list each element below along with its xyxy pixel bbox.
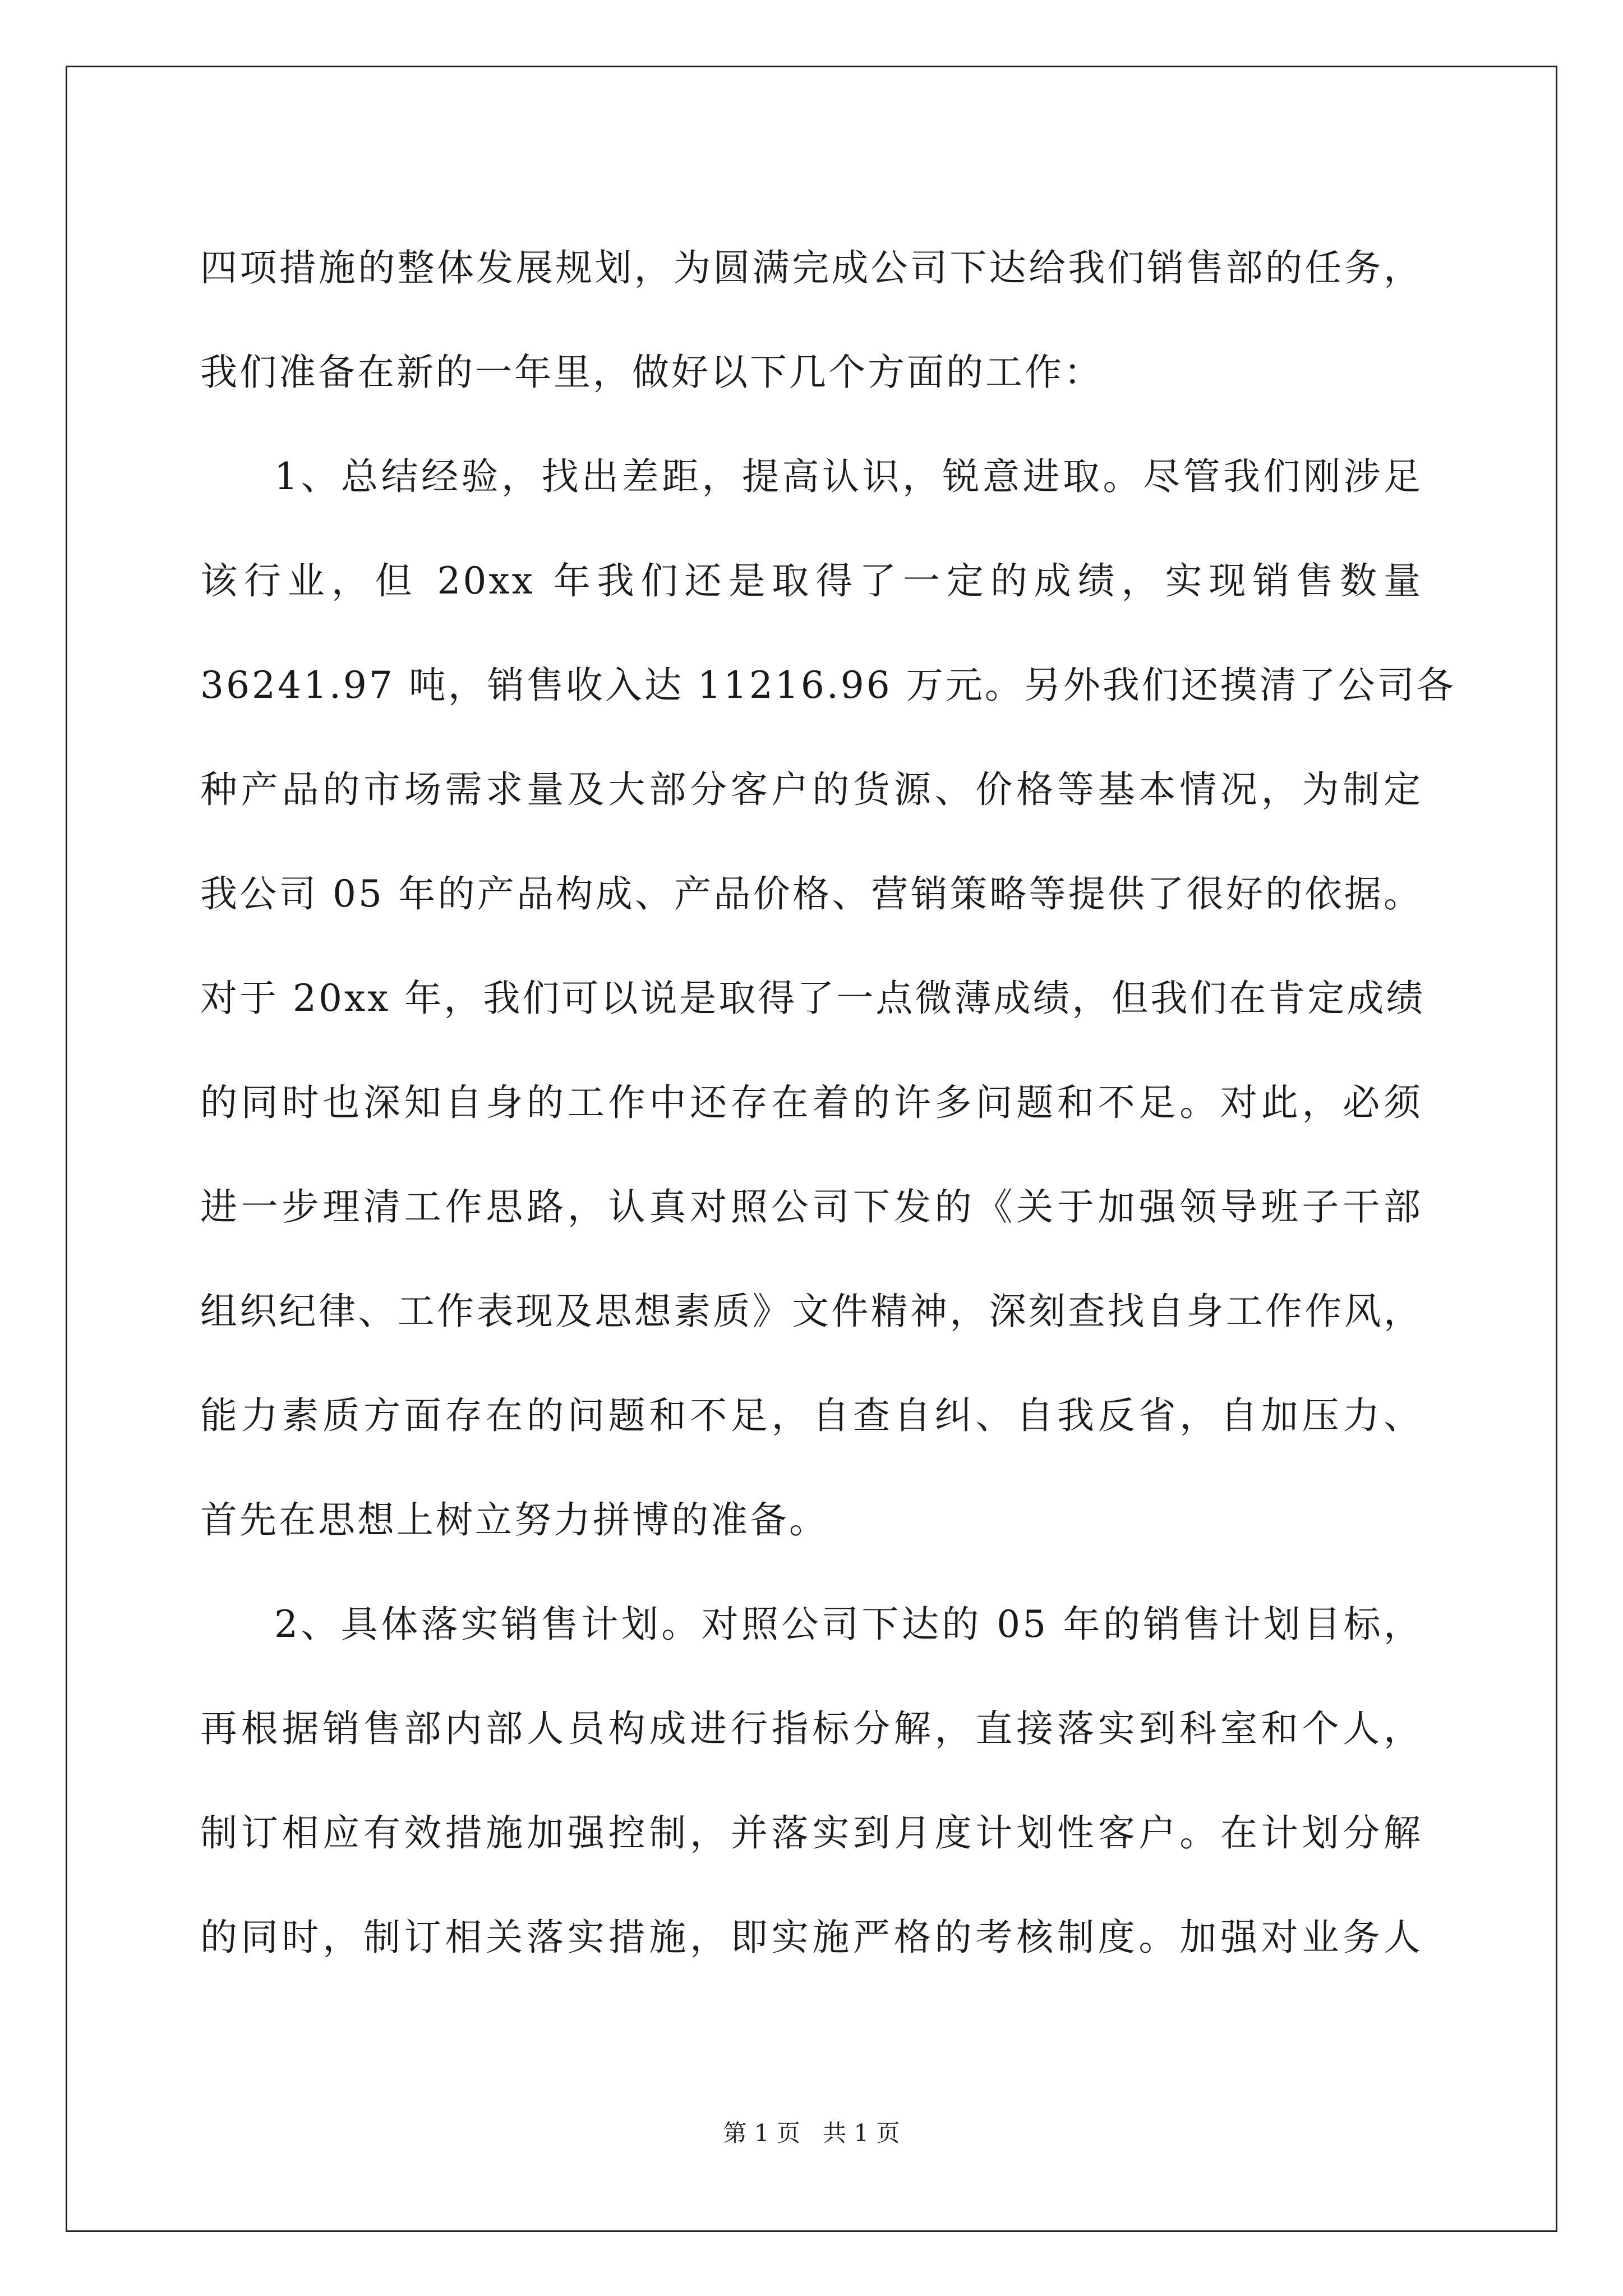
text-line: 再根据销售部内部人员构成进行指标分解，直接落实到科室和个人，	[200, 1707, 1423, 1750]
body-text	[200, 216, 1456, 1990]
text-line: 我公司 05 年的产品构成、产品价格、营销策略等提供了很好的依据。	[200, 872, 1423, 915]
text-line: 进一步理清工作思路，认真对照公司下发的《关于加强领导班子干部	[200, 1185, 1423, 1228]
text-line: 四项措施的整体发展规划，为圆满完成公司下达给我们销售部的任务，	[200, 246, 1423, 289]
text-line: 36241.97 吨，销售收入达 11216.96 万元。另外我们还摸清了公司各	[200, 664, 1456, 707]
text-line: 2、具体落实销售计划。对照公司下达的 05 年的销售计划目标，	[274, 1603, 1423, 1646]
text-line: 种产品的市场需求量及大部分客户的货源、价格等基本情况，为制定	[200, 768, 1423, 811]
text-line: 首先在思想上树立努力拼博的准备。	[200, 1498, 828, 1542]
text-line: 的同时，制订相关落实措施，即实施严格的考核制度。加强对业务人	[200, 1916, 1423, 1959]
text-line: 制订相应有效措施加强控制，并落实到月度计划性客户。在计划分解	[200, 1811, 1423, 1855]
text-line: 1、总结经验，找出差距，提高认识，锐意进取。尽管我们刚涉足	[274, 455, 1423, 498]
text-line: 的同时也深知自身的工作中还存在着的许多问题和不足。对此，必须	[200, 1081, 1423, 1124]
text-line: 对于 20xx 年，我们可以说是取得了一点微薄成绩，但我们在肯定成绩	[200, 977, 1426, 1020]
text-line: 能力素质方面存在的问题和不足，自查自纠、自我反省，自加压力、	[200, 1394, 1423, 1437]
page-footer: 第 1 页 共 1 页	[723, 2119, 900, 2147]
text-line: 组织纪律、工作表现及思想素质》文件精神，深刻查找自身工作作风，	[200, 1290, 1423, 1333]
text-line: 我们准备在新的一年里，做好以下几个方面的工作：	[200, 351, 1103, 394]
text-line: 该行业，但 20xx 年我们还是取得了一定的成绩，实现销售数量	[200, 559, 1423, 602]
